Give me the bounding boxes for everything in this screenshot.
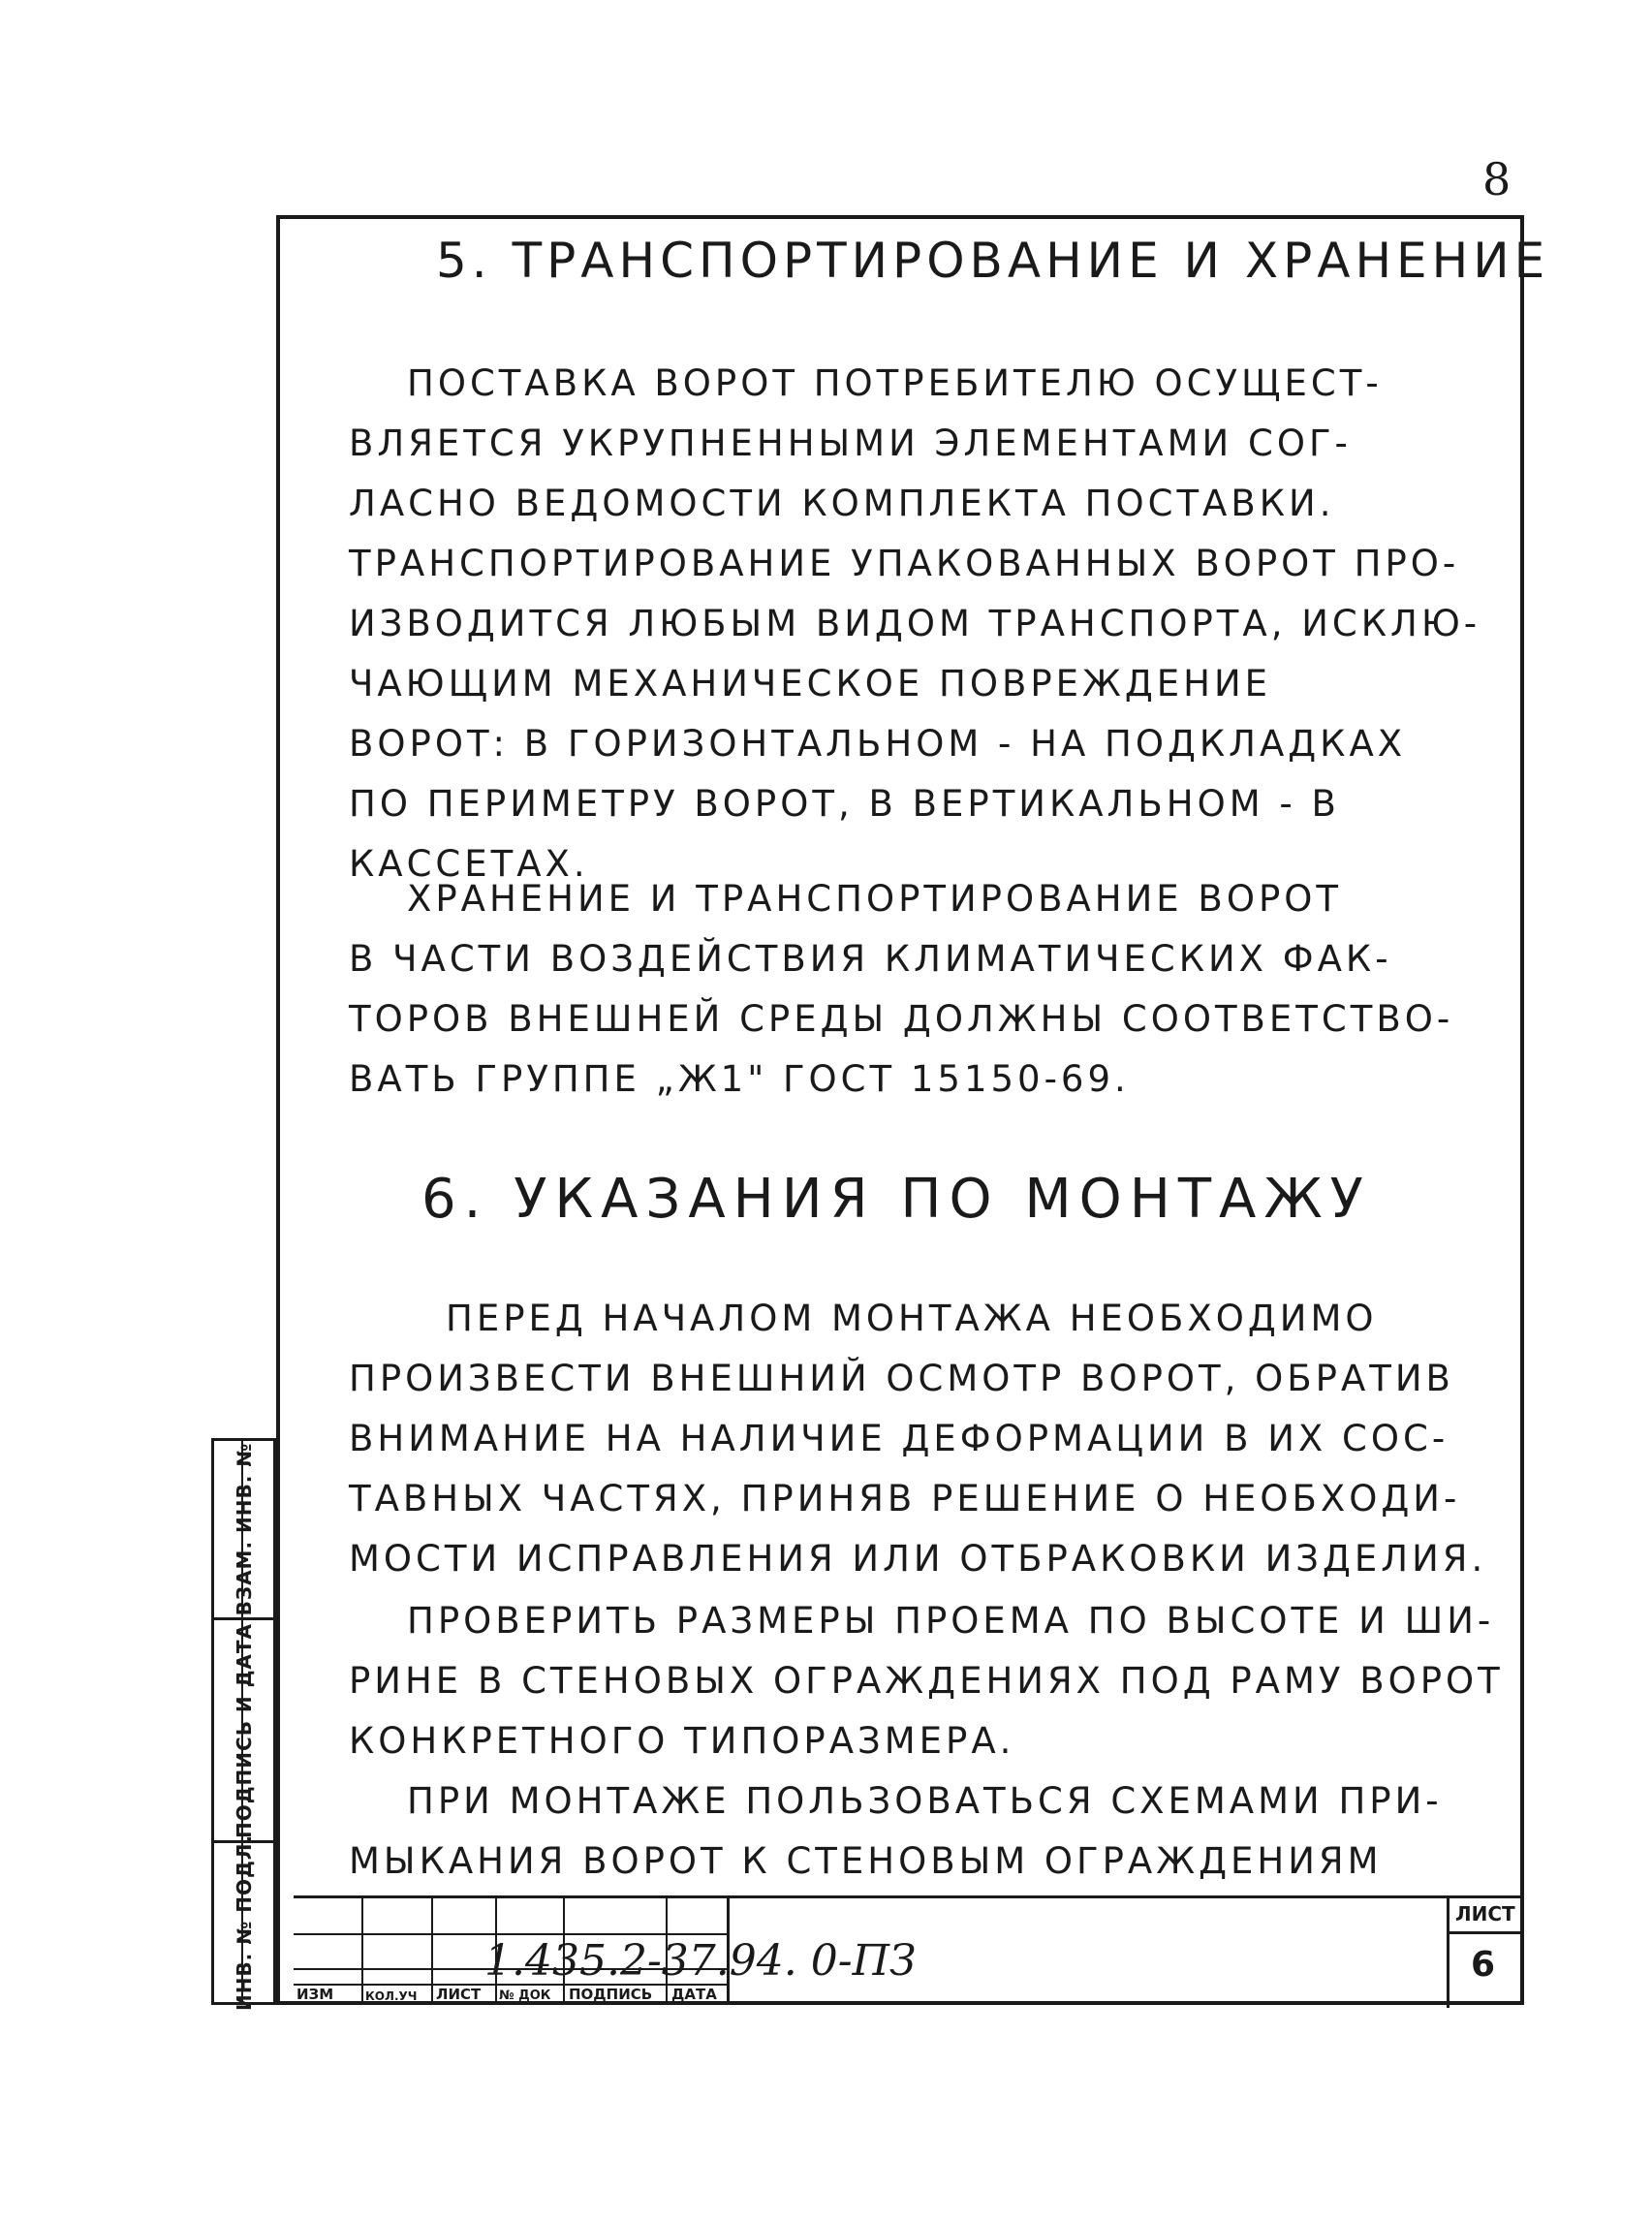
side-stamp-cell — [214, 1833, 273, 2012]
text-line: ТРАНСПОРТИРОВАНИЕ УПАКОВАННЫХ ВОРОТ ПРО- — [349, 543, 1460, 584]
text-line: ПРОИЗВЕСТИ ВНЕШНИЙ ОСМОТР ВОРОТ, ОБРАТИВ — [349, 1358, 1454, 1399]
side-stamp-label: ИНВ. № ПОДЛ. — [232, 1833, 256, 2012]
text-line: МОСТИ ИСПРАВЛЕНИЯ ИЛИ ОТБРАКОВКИ ИЗДЕЛИЯ. — [349, 1538, 1487, 1580]
text-line: РИНЕ В СТЕНОВЫХ ОГРАЖДЕНИЯХ ПОД РАМУ ВОРОТ — [349, 1660, 1504, 1702]
side-stamp — [211, 1438, 276, 2012]
sheet-box — [1447, 1898, 1524, 2008]
section-5-paragraph-1 — [349, 354, 1481, 894]
text-line: ЛАСНО ВЕДОМОСТИ КОМПЛЕКТА ПОСТАВКИ. — [349, 483, 1335, 524]
text-line: ВАТЬ ГРУППЕ „Ж1" ГОСТ 15150-69. — [349, 1058, 1130, 1100]
text-line: КАССЕТАХ. — [349, 843, 589, 885]
text-line: ПОСТАВКА ВОРОТ ПОТРЕБИТЕЛЮ ОСУЩЕСТ- — [407, 362, 1383, 404]
column-header: ЛИСТ — [436, 1986, 482, 2003]
text-line: ПРОВЕРИТЬ РАЗМЕРЫ ПРОЕМА ПО ВЫСОТЕ И ШИ- — [407, 1600, 1495, 1642]
text-line: МЫКАНИЯ ВОРОТ К СТЕНОВЫМ ОГРАЖДЕНИЯМ — [349, 1840, 1383, 1882]
text-line: ВОРОТ: В ГОРИЗОНТАЛЬНОМ - НА ПОДКЛАДКАХ — [349, 723, 1407, 765]
text-line: ВЛЯЕТСЯ УКРУПНЕННЫМИ ЭЛЕМЕНТАМИ СОГ- — [349, 423, 1352, 464]
section-5-paragraph-2 — [349, 869, 1453, 1110]
column-header: ДАТА — [671, 1986, 717, 2003]
side-stamp-cell — [214, 1441, 273, 1620]
text-line: ТАВНЫХ ЧАСТЯХ, ПРИНЯВ РЕШЕНИЕ О НЕОБХОДИ- — [349, 1478, 1461, 1519]
revision-column — [294, 1898, 363, 2005]
text-line: КОНКРЕТНОГО ТИПОРАЗМЕРА. — [349, 1720, 1015, 1762]
side-stamp-label: ПОДПИСЬ И ДАТА — [232, 1622, 256, 1838]
column-header: КОЛ.УЧ — [365, 1989, 418, 2003]
text-line: ПРИ МОНТАЖЕ ПОЛЬЗОВАТЬСЯ СХЕМАМИ ПРИ- — [407, 1780, 1443, 1822]
section-5-title: 5. ТРАНСПОРТИРОВАНИЕ И ХРАНЕНИЕ — [436, 233, 1550, 289]
text-line: В ЧАСТИ ВОЗДЕЙСТВИЯ КЛИМАТИЧЕСКИХ ФАК- — [349, 938, 1392, 980]
section-6-title: 6. УКАЗАНИЯ ПО МОНТАЖУ — [421, 1168, 1371, 1231]
sheet-label: ЛИСТ — [1455, 1902, 1515, 1926]
sheet-number: 6 — [1471, 1945, 1496, 1985]
text-line: ПО ПЕРИМЕТРУ ВОРОТ, В ВЕРТИКАЛЬНОМ - В — [349, 783, 1340, 825]
column-header: № ДОК — [499, 1988, 551, 2003]
column-header: ИЗМ — [296, 1986, 334, 2003]
text-line: ИЗВОДИТСЯ ЛЮБЫМ ВИДОМ ТРАНСПОРТА, ИСКЛЮ- — [349, 603, 1481, 644]
column-header: ПОДПИСЬ — [569, 1986, 653, 2003]
revision-column — [363, 1898, 433, 2005]
side-stamp-label: ВЗАМ. ИНВ. № — [232, 1442, 256, 1616]
sheet-separator — [1449, 1931, 1524, 1934]
text-line: ВНИМАНИЕ НА НАЛИЧИЕ ДЕФОРМАЦИИ В ИХ СОС- — [349, 1418, 1449, 1459]
text-line: ХРАНЕНИЕ И ТРАНСПОРТИРОВАНИЕ ВОРОТ — [407, 878, 1342, 920]
page-number: 8 — [1482, 153, 1512, 205]
section-6-paragraph-2 — [349, 1591, 1504, 1771]
text-line: ПЕРЕД НАЧАЛОМ МОНТАЖА НЕОБХОДИМО — [446, 1298, 1378, 1339]
grid-line — [294, 1933, 730, 1935]
section-6-paragraph-3 — [349, 1771, 1443, 1892]
document-code: 1.435.2-37.94. 0-ПЗ — [484, 1936, 917, 1986]
text-line: ЧАЮЩИМ МЕХАНИЧЕСКОЕ ПОВРЕЖДЕНИЕ — [349, 663, 1272, 704]
side-stamp-cell — [214, 1620, 273, 1843]
section-6-paragraph-1 — [349, 1289, 1486, 1589]
text-line: ТОРОВ ВНЕШНЕЙ СРЕДЫ ДОЛЖНЫ СООТВЕТСТВО- — [349, 998, 1454, 1040]
